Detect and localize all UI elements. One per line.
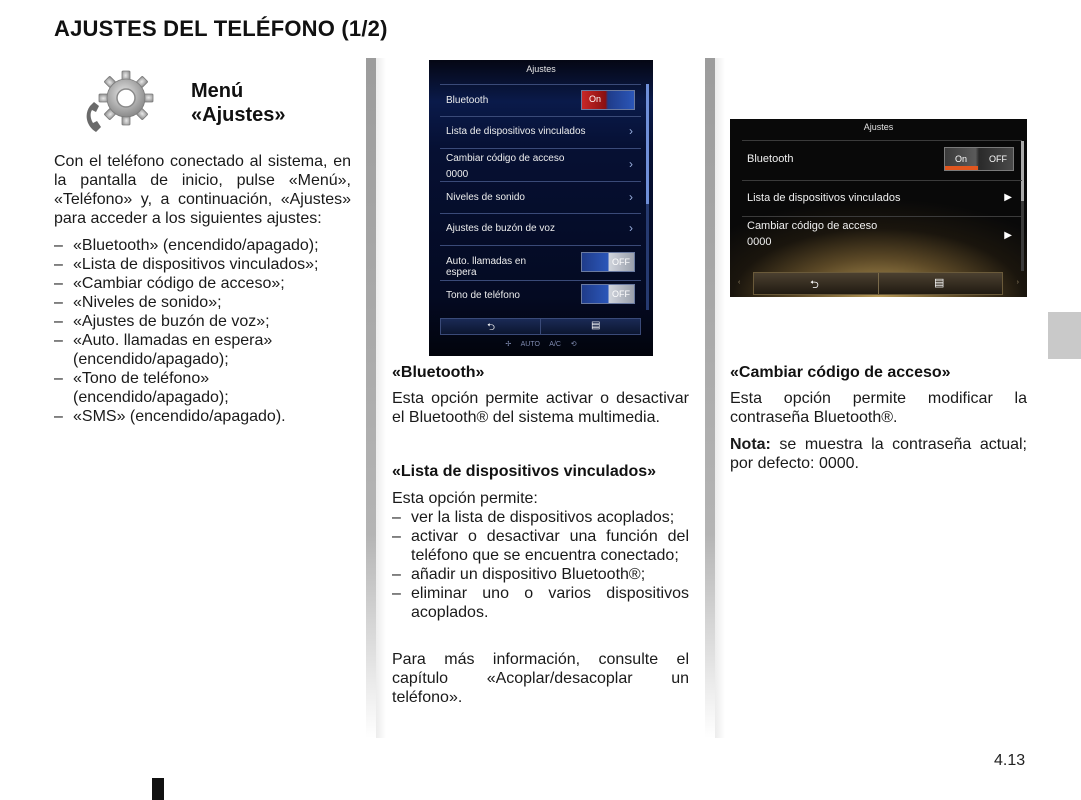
- status-ac: A/C: [549, 341, 561, 348]
- bluetooth-toggle: [944, 147, 1014, 171]
- toggle-on-label: On: [955, 154, 968, 164]
- column-separator: [366, 58, 376, 738]
- row-value: 0000: [446, 169, 469, 180]
- page-title: AJUSTES DEL TELÉFONO (1/2): [54, 16, 388, 41]
- row-label: Bluetooth: [446, 95, 489, 106]
- row-paired-devices: [742, 180, 1022, 216]
- screen-bottom-bar: [753, 272, 1003, 295]
- row-label-line: Auto. llamadas en: [446, 256, 527, 267]
- toggle-active-bar: [945, 166, 978, 170]
- column-shade: [376, 58, 386, 738]
- note-text: se muestra la contraseña actual; por defecto: 0000.: [730, 436, 1027, 472]
- print-mark: [152, 778, 164, 800]
- paired-options-list: [392, 508, 689, 622]
- menu-heading-line: «Ajustes»: [191, 104, 286, 126]
- row-change-code: [440, 148, 641, 181]
- bar-divider: [878, 273, 879, 294]
- more-info-paragraph: Para más información, consulte el capítulo «Acoplar/desacoplar un teléfono».: [392, 651, 689, 706]
- toggle-off-label: OFF: [989, 154, 1007, 164]
- menu-heading-line: Menú: [191, 80, 244, 102]
- intro-paragraph: Con el teléfono conectado al sistema, en la pantalla de inicio, pulse «Menú», «Teléfono» y, a continuación, «Ajustes» para acceder a los siguientes ajustes:: [54, 153, 351, 227]
- list-item: – «SMS» (encendido/apagado).: [54, 407, 351, 426]
- list-item: – «Auto. llamadas en espera» (encendido/apagado);: [54, 331, 351, 369]
- bluetooth-heading: «Bluetooth»: [392, 364, 485, 381]
- row-ringtone: [440, 280, 641, 312]
- arrow-right-icon: ▶: [1004, 192, 1012, 203]
- row-voicemail: [440, 213, 641, 245]
- row-change-code: [742, 216, 1022, 256]
- bluetooth-toggle: [581, 90, 635, 110]
- recirculation-icon: ⟲: [570, 341, 577, 348]
- row-label: Bluetooth: [747, 153, 794, 165]
- toggle-label: On: [589, 94, 602, 104]
- list-item: – «Bluetooth» (encendido/apagado);: [54, 236, 351, 255]
- chevron-right-icon: ›: [629, 157, 633, 171]
- row-bluetooth: [742, 140, 1022, 180]
- row-bluetooth: [440, 84, 641, 116]
- list-item: – «Cambiar código de acceso»;: [54, 274, 351, 293]
- list-item: – «Niveles de sonido»;: [54, 293, 351, 312]
- paired-intro: Esta opción permite:: [392, 490, 538, 507]
- arrow-right-icon: ▶: [1004, 230, 1012, 241]
- bar-divider: [540, 319, 541, 334]
- screen-title: Ajustes: [526, 64, 556, 74]
- fan-icon: ✢: [505, 341, 512, 348]
- row-label: Cambiar código de acceso: [446, 153, 565, 164]
- list-item: – activar o desactivar una función del teléfono que se encuentra conectado;: [392, 527, 689, 565]
- row-label-line: espera: [446, 267, 477, 278]
- change-code-heading: «Cambiar código de acceso»: [730, 364, 951, 381]
- list-item: – eliminar uno o varios dispositivos acoplados.: [392, 584, 689, 622]
- page-number: 4.13: [994, 752, 1026, 769]
- bluetooth-paragraph: Esta opción permite activar o desactivar el Bluetooth® del sistema multimedia.: [392, 390, 689, 426]
- list-icon: ▤: [591, 320, 601, 331]
- right-scroll-icon: ›: [1016, 279, 1019, 286]
- column-separator: [705, 58, 715, 738]
- menu-heading: [191, 79, 286, 127]
- settings-screen-image: [429, 60, 653, 356]
- toggle-label: OFF: [612, 257, 630, 267]
- toggle-label: OFF: [612, 289, 630, 299]
- list-item: – «Lista de dispositivos vinculados»;: [54, 255, 351, 274]
- back-arrow-icon: ⮌: [487, 322, 496, 333]
- chevron-right-icon: ›: [629, 124, 633, 138]
- auto-wait-toggle: [581, 252, 635, 272]
- row-paired-devices: [440, 116, 641, 148]
- chapter-tab: [1048, 312, 1081, 359]
- change-code-paragraph: Esta opción permite modificar la contraseña Bluetooth®.: [730, 390, 1027, 426]
- row-auto-wait: [440, 245, 641, 280]
- paired-heading: «Lista de dispositivos vinculados»: [392, 463, 657, 480]
- row-label: Tono de teléfono: [446, 290, 520, 301]
- list-icon: ▤: [934, 277, 945, 289]
- settings-phone-icon: [80, 66, 160, 138]
- row-label: Ajustes de buzón de voz: [446, 223, 555, 234]
- note-paragraph: [730, 435, 1027, 473]
- list-item: – «Ajustes de buzón de voz»;: [54, 312, 351, 331]
- screen-bottom-bar: [440, 318, 641, 335]
- chevron-right-icon: ›: [629, 221, 633, 235]
- status-auto: AUTO: [520, 341, 540, 348]
- list-item: – añadir un dispositivo Bluetooth®;: [392, 565, 689, 584]
- settings-screen-image-2: [730, 119, 1027, 297]
- row-sound-levels: [440, 181, 641, 213]
- list-item: – «Tono de teléfono» (encendido/apagado);: [54, 369, 351, 407]
- note-label: Nota:: [730, 436, 771, 453]
- row-label: Lista de dispositivos vinculados: [747, 192, 901, 204]
- list-item: – ver la lista de dispositivos acoplados;: [392, 508, 689, 527]
- chevron-right-icon: ›: [629, 190, 633, 204]
- column-shade: [715, 58, 725, 738]
- row-value: 0000: [747, 236, 772, 248]
- row-label: Lista de dispositivos vinculados: [446, 126, 586, 137]
- settings-list: [54, 236, 351, 426]
- scrollbar-thumb: [646, 84, 649, 204]
- row-label: Niveles de sonido: [446, 192, 525, 203]
- screen-title: Ajustes: [863, 122, 894, 132]
- back-arrow-icon: ⮌: [810, 279, 819, 291]
- row-label: Cambiar código de acceso: [747, 220, 878, 232]
- climate-status-bar: [429, 340, 653, 348]
- ringtone-toggle: [581, 284, 635, 304]
- left-scroll-icon: ‹: [738, 279, 741, 286]
- row-label: [446, 256, 526, 278]
